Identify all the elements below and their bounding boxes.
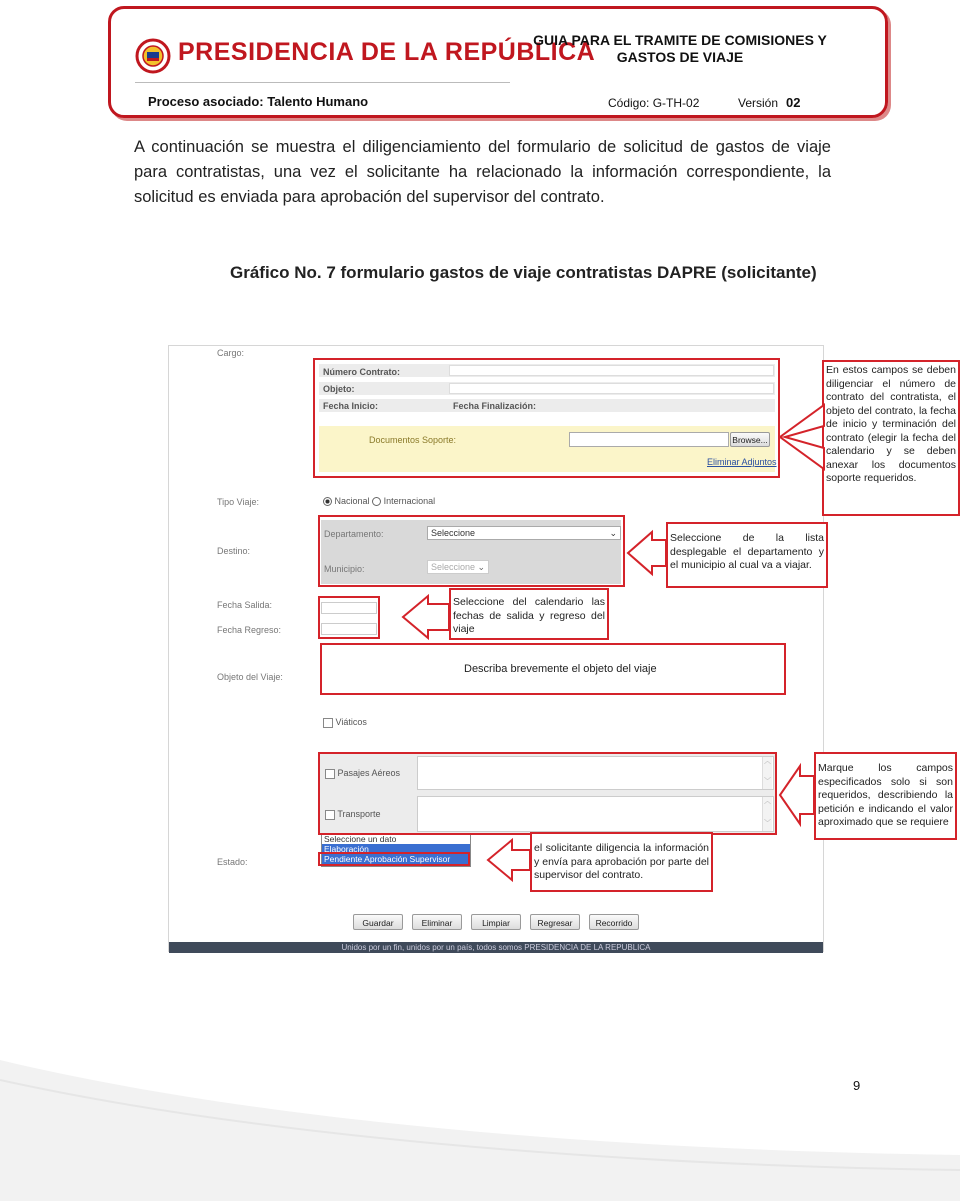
version-value: 02 [786, 95, 801, 110]
contract-fields-callout: En estos campos se deben diligenciar el número de contrato del contratista, el objeto del contrato, la fecha de inicio y terminación del contrato (elegir la fecha del calendario y se deben anexar los documentos soporte requeridos. [822, 360, 960, 516]
optional-fields-arrow-icon [780, 766, 814, 824]
dates-callout: Seleccione del calendario las fechas de salida y regreso del viaje [449, 588, 609, 640]
numero-contrato-label: Número Contrato: [323, 367, 400, 377]
guardar-button[interactable]: Guardar [353, 914, 403, 930]
fecha-regreso-label: Fecha Regreso: [217, 625, 282, 635]
estado-callout: el solicitante diligencia la información y envía para aprobación por parte del supervisor del contrato. [530, 832, 713, 892]
objeto-label: Objeto: [323, 384, 355, 394]
departamento-label: Departamento: [324, 529, 384, 539]
figure-title: Gráfico No. 7 formulario gastos de viaje contratistas DAPRE (solicitante) [230, 263, 817, 282]
transporte-label: Transporte [337, 809, 381, 819]
limpiar-button[interactable]: Limpiar [471, 914, 521, 930]
objeto-viaje-callout: Describa brevemente el objeto del viaje [320, 643, 786, 695]
recorrido-button[interactable]: Recorrido [589, 914, 639, 930]
organization-name: PRESIDENCIA DE LA REPÚBLICA [178, 38, 596, 66]
nacional-option-label: Nacional [334, 496, 370, 506]
browse-button[interactable]: Browse... [730, 432, 770, 447]
scroll-down-icon: ﹀ [764, 778, 771, 785]
pasajes-label: Pasajes Aéreos [337, 768, 401, 778]
chevron-down-icon: ⌄ [477, 562, 485, 572]
cargo-label: Cargo: [217, 348, 245, 358]
destination-callout: Seleccione de la lista desplegable el departamento y el municipio al cual va a viajar. [666, 522, 828, 588]
destino-label: Destino: [217, 546, 251, 556]
document-code: Código: G-TH-02 [608, 96, 700, 110]
estado-option-selected[interactable]: Pendiente Aprobación Supervisor [322, 854, 470, 864]
decorative-swoosh [0, 1060, 960, 1201]
fecha-salida-label: Fecha Salida: [217, 600, 273, 610]
municipio-select-value: Seleccione [431, 562, 476, 572]
intro-paragraph: A continuación se muestra el diligenciamiento del formulario de solicitud de gastos de viaje para contratistas, una vez el solicitante ha relacionado la información correspondiente, la solicitud es enviada para aprobación del supervisor del contrato. [134, 138, 831, 206]
form-footer-bar: Unidos por un fin, unidos por un país, todos somos PRESIDENCIA DE LA REPUBLICA [169, 942, 823, 953]
estado-option[interactable]: Elaboración [322, 844, 470, 854]
municipio-label: Municipio: [324, 564, 365, 574]
eliminar-button[interactable]: Eliminar [412, 914, 462, 930]
page-number: 9 [853, 1078, 861, 1093]
objeto-viaje-label: Objeto del Viaje: [217, 672, 283, 682]
estado-label: Estado: [217, 857, 248, 867]
optional-fields-callout: Marque los campos especificados solo si son requeridos, describiendo la petición e indicando el valor aproximado que se requiere [814, 752, 957, 840]
tipo-viaje-label: Tipo Viaje: [217, 497, 260, 507]
document-title: GUIA PARA EL TRAMITE DE COMISIONES Y GASTOS DE VIAJE [533, 32, 827, 65]
destination-arrow-icon [628, 532, 666, 574]
scroll-down-icon: ﹀ [764, 820, 771, 827]
dates-arrow-icon [403, 596, 449, 638]
version-label: Versión [738, 96, 779, 110]
eliminar-adjuntos-link[interactable]: Eliminar Adjuntos [707, 457, 777, 467]
regresar-button[interactable]: Regresar [530, 914, 580, 930]
fecha-inicio-label: Fecha Inicio: [323, 401, 379, 411]
estado-option[interactable]: Seleccione un dato [324, 834, 397, 844]
departamento-select-value: Seleccione [431, 528, 476, 538]
viaticos-label: Viáticos [335, 717, 367, 727]
estado-arrow-icon [488, 840, 530, 880]
scroll-up-icon: ︿ [764, 758, 771, 765]
chevron-down-icon: ⌄ [609, 528, 617, 538]
internacional-option-label: Internacional [383, 496, 436, 506]
documentos-soporte-label: Documentos Soporte: [369, 435, 457, 445]
contract-arrow-icon [780, 405, 824, 469]
fecha-finalizacion-label: Fecha Finalización: [453, 401, 537, 411]
scroll-up-icon: ︿ [764, 798, 771, 805]
process-label: Proceso asociado: Talento Humano [148, 94, 369, 109]
